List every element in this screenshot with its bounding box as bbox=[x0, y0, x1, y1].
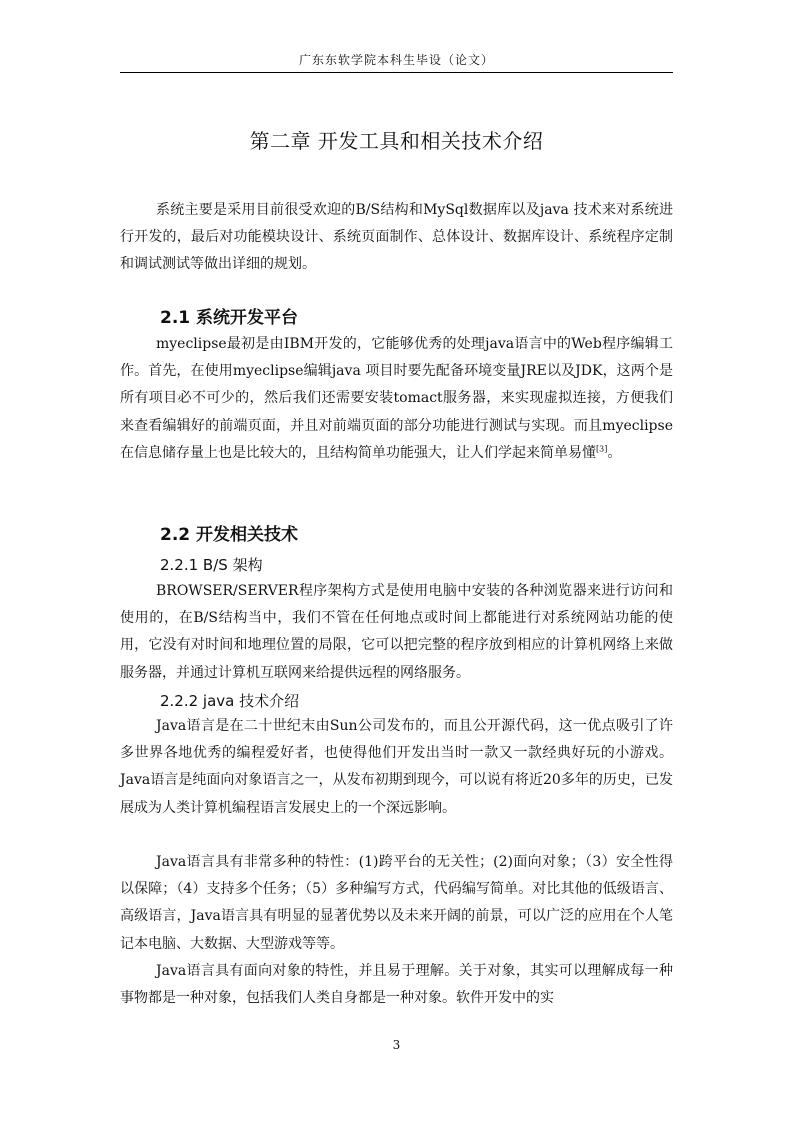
intro-paragraph: 系统主要是采用目前很受欢迎的B/S结构和MySql数据库以及java 技术来对系统进行开发的，最后对功能模块设计、系统页面制作、总体设计、数据库设计、系统程序定制和调试测试等做出详细的规划。 bbox=[120, 202, 673, 273]
section-heading-2-1: 2.1 系统开发平台 bbox=[160, 308, 299, 328]
java-features-paragraph: Java语言具有非常多种的特性：(1)跨平台的无关性；(2)面向对象；（3）安全性得以保障；（4）支持多个任务；（5）多种编写方式，代码编写简单。对比其他的低级语言、高级语言，Java语言具有明显的显著优势以及未来开阔的前景，可以广泛的应用在个人笔记本电脑、大数据、大型游戏等等。 bbox=[120, 854, 673, 952]
java-intro-paragraph: Java语言是在二十世纪末由Sun公司发布的，而且公开源代码，这一优点吸引了许多世界各地优秀的编程爱好者，也使得他们开发出当时一款又一款经典好玩的小游戏。Java语言是纯面向对象语言之一，从发布初期到现今，可以说有将近20多年的历史，已发展成为人类计算机编程语言发展史上的一个深远影响。 bbox=[120, 718, 673, 816]
citation-reference: [3] bbox=[596, 444, 608, 454]
running-header: 广东东软学院本科生毕设（论文） bbox=[298, 53, 494, 67]
subsection-heading-2-2-1: 2.2.1 B/S 架构 bbox=[160, 556, 263, 574]
section-2-1-end: 。 bbox=[607, 444, 622, 461]
page-number: 3 bbox=[392, 1038, 401, 1052]
java-oop-paragraph: Java语言具有面向对象的特性，并且易于理解。关于对象，其实可以理解成每一种事物都是一种对象，包括我们人类自身都是一种对象。软件开发中的实 bbox=[120, 963, 673, 1007]
subsection-heading-2-2-2: 2.2.2 java 技术介绍 bbox=[160, 692, 300, 710]
header-divider bbox=[120, 72, 673, 73]
section-2-1-text: myeclipse最初是由IBM开发的，它能够优秀的处理java语言中的Web程序编辑工作。首先，在使用myeclipse编辑java 项目时要先配备环境变量JRE以及JDK，这两个是所有项目必不可少的，然后我们还需要安装tomact服务器，来实现虚拟连接，方便我们来查看编辑好的前端页面，并且对前端页面的部分功能进行测试与实现。而且myeclipse在信息储存量上也是比较大的，且结构简单功能强大，让人们学起来简单易懂 bbox=[120, 336, 673, 461]
chapter-title: 第二章 开发工具和相关技术介绍 bbox=[249, 129, 544, 153]
section-2-1-paragraph bbox=[120, 331, 673, 467]
bs-architecture-paragraph: BROWSER/SERVER程序架构方式是使用电脑中安装的各种浏览器来进行访问和使用的，在B/S结构当中，我们不管在任何地点或时间上都能进行对系统网站功能的使用，它没有对时间和地理位置的局限，它可以把完整的程序放到相应的计算机网络上来做服务器，并通过计算机互联网来给提供远程的网络服务。 bbox=[120, 583, 673, 681]
section-heading-2-2: 2.2 开发相关技术 bbox=[160, 525, 299, 545]
